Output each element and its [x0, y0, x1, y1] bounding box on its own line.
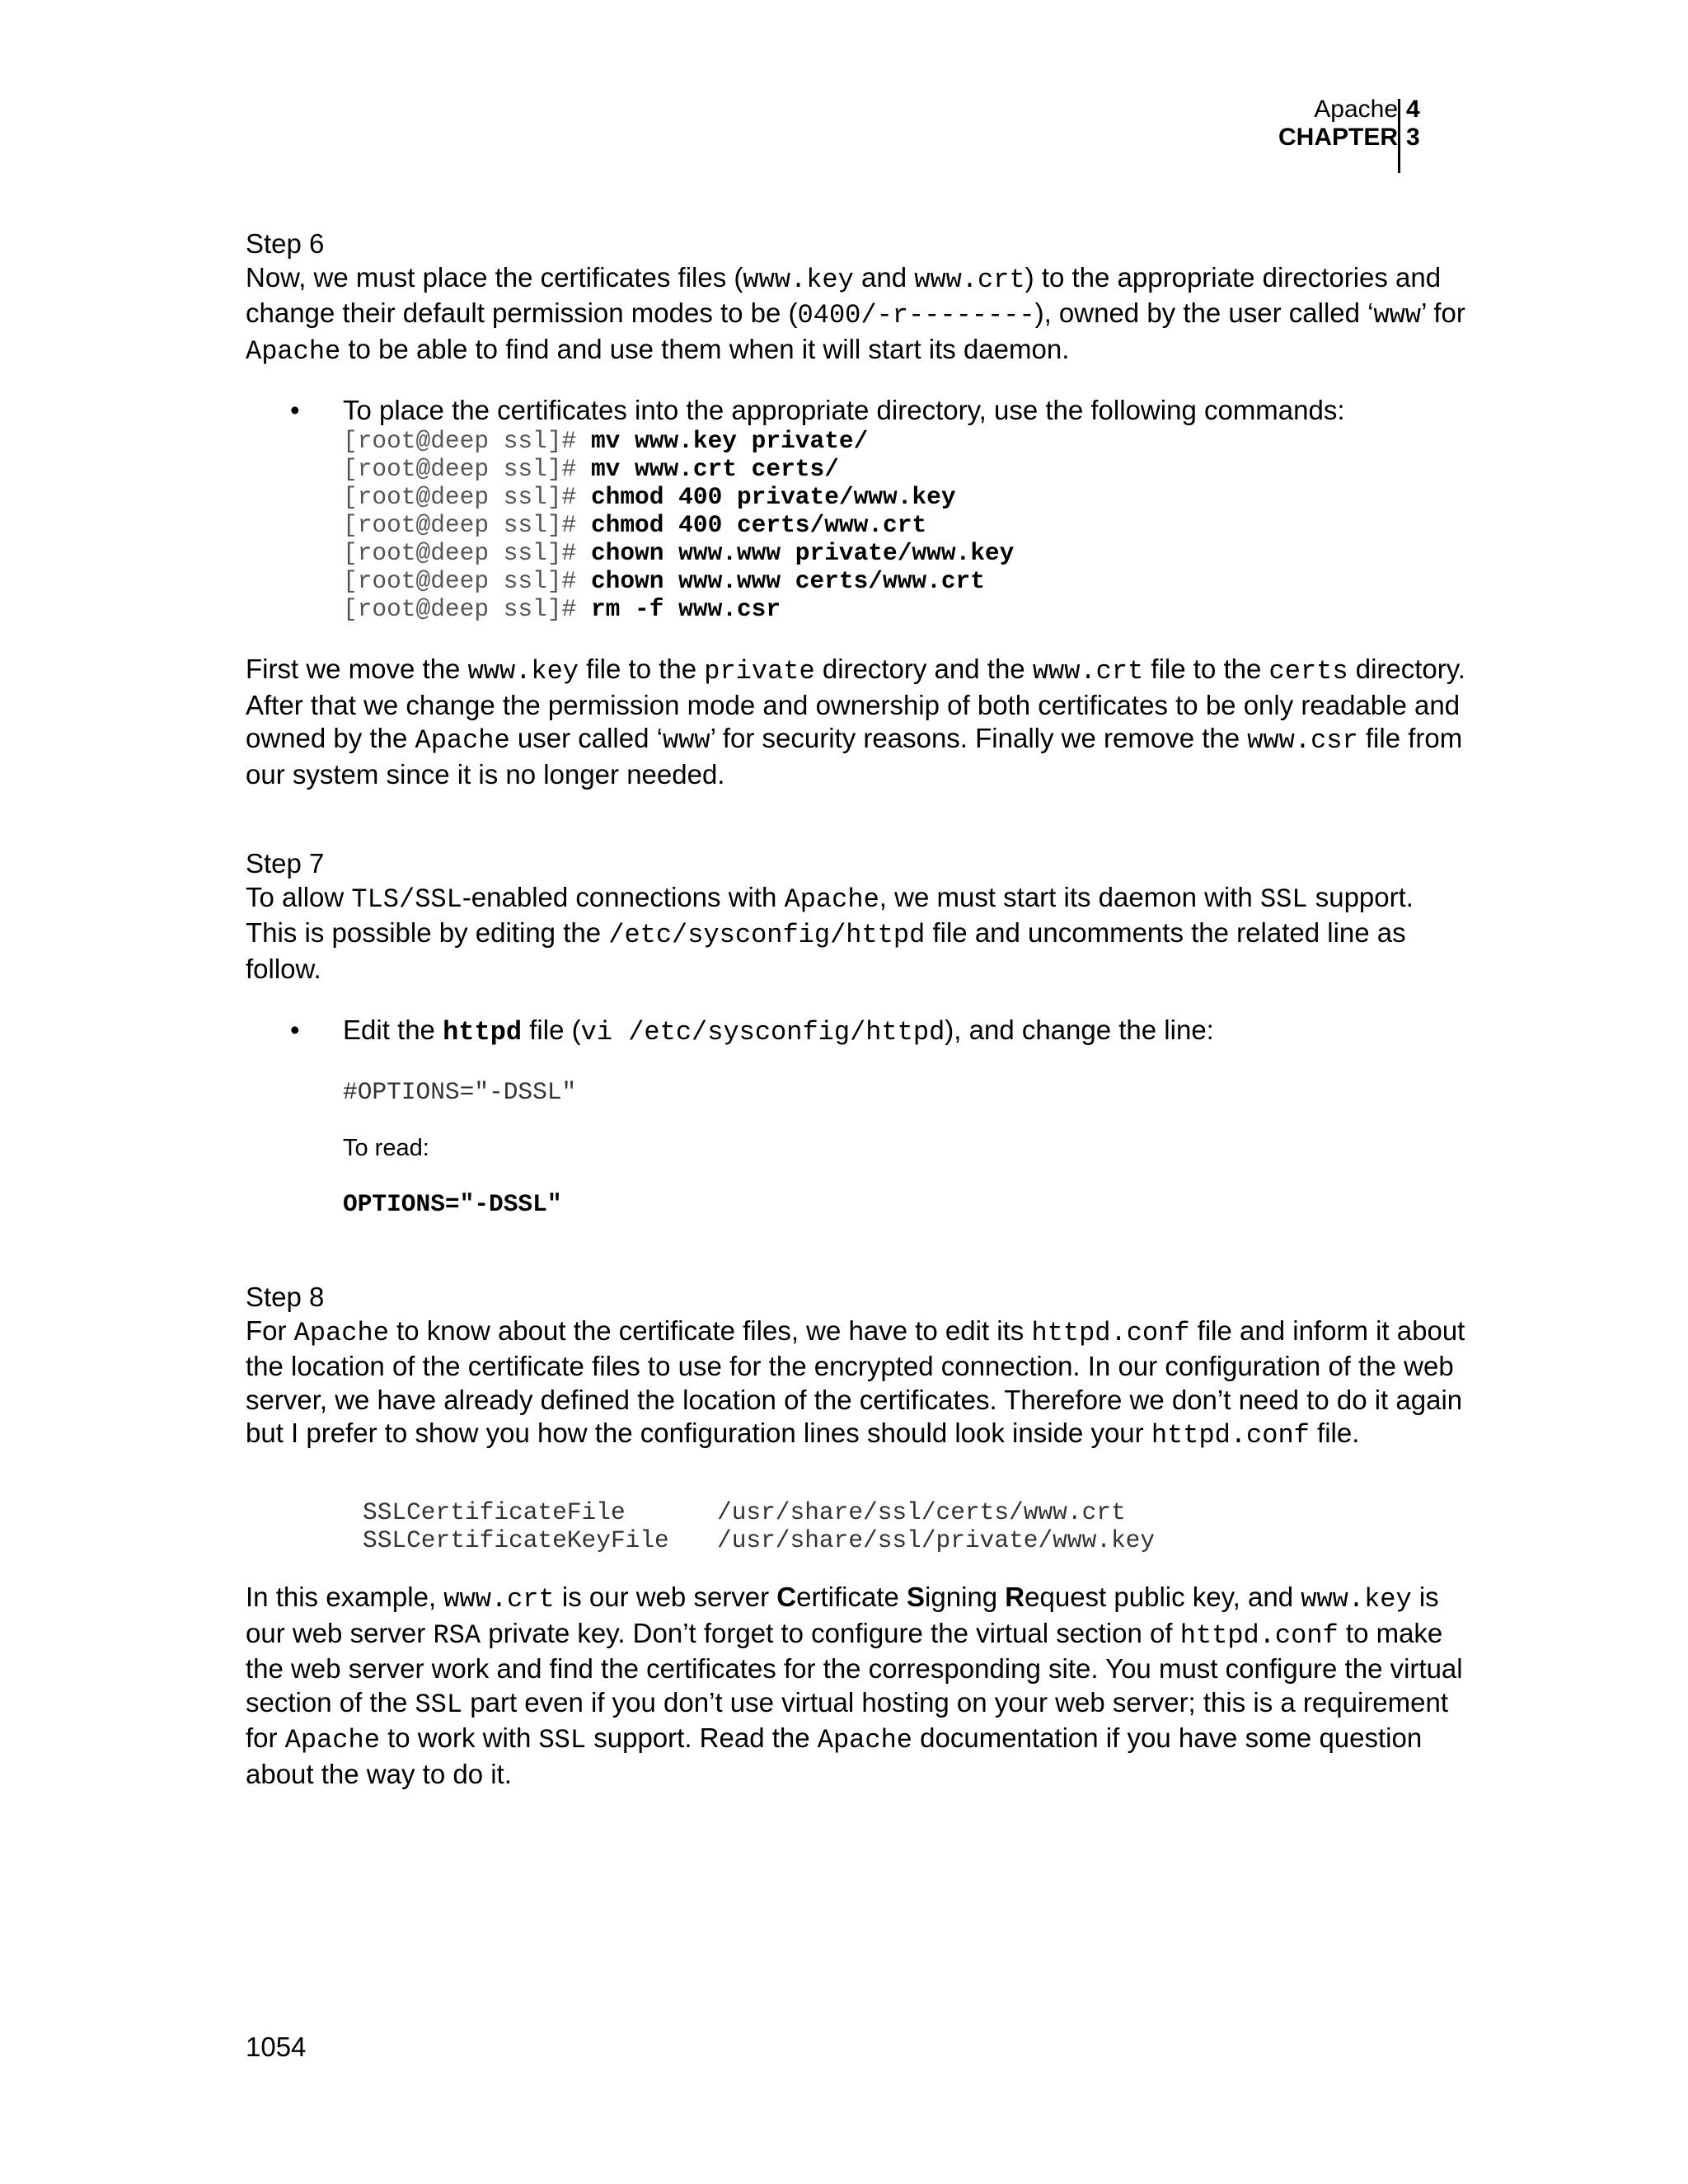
- to-read-label: To read:: [343, 1135, 429, 1161]
- header-number-top: 4: [1406, 96, 1420, 123]
- step-6-paragraph: Now, we must place the certificates files (www.key and www.crt) to the appropriate directories and change their default permission modes to be (0400/-r--------), owned by the user called ‘www’ for Apache to be able to find and use them when it will start its daemon.: [246, 261, 1465, 367]
- step-8-paragraph: For Apache to know about the certificate files, we have to edit its httpd.conf file and inform it about the location of the certificate files to use for the encrypted connection. In our configuration of the web server, we have already defined the location of the certificates. Therefore we don’t need to do it again but I prefer to show you how the configuration lines should look inside your httpd.conf file.: [246, 1315, 1465, 1451]
- running-header: [1203, 96, 1451, 175]
- step-6-section: [246, 227, 1465, 368]
- header-title: Apache: [1314, 96, 1398, 123]
- ssl-config-block: [363, 1498, 1155, 1554]
- step-7-bullet-text: Edit the httpd file (vi /etc/sysconfig/httpd), and change the line:: [343, 1015, 1214, 1047]
- step-6-command-block: [343, 427, 1014, 623]
- step-6-paragraph-2: First we move the www.key file to the private directory and the www.crt file to the certs directory. After that we change the permission mode and ownership of both certificates to be only readable and owned by the Apache user called ‘www’ for security reasons. Finally we remove the www.csr file from our system since it is no longer needed.: [246, 654, 1465, 790]
- command-line: [root@deep ssl]# chmod 400 private/www.key: [343, 483, 956, 511]
- step-6-explanation: [246, 653, 1465, 791]
- header-rule: [1398, 99, 1400, 173]
- old-options-line: #OPTIONS="-DSSL": [343, 1078, 577, 1106]
- command-line: [root@deep ssl]# chown www.www private/www.key: [343, 539, 1015, 567]
- bullet-dot: •: [290, 395, 300, 425]
- command-line: [root@deep ssl]# mv www.key private/: [343, 427, 869, 455]
- step-6-bullet-text: To place the certificates into the appropriate directory, use the following commands:: [343, 395, 1345, 425]
- page-number: 1054: [246, 2032, 307, 2062]
- new-options-line: OPTIONS="-DSSL": [343, 1190, 562, 1218]
- command-line: [root@deep ssl]# rm -f www.csr: [343, 595, 781, 623]
- header-number-bottom: 3: [1406, 124, 1420, 151]
- command-line: [root@deep ssl]# chmod 400 certs/www.crt: [343, 511, 927, 539]
- command-line: [root@deep ssl]# mv www.crt certs/: [343, 455, 839, 483]
- step-7-paragraph: To allow TLS/SSL-enabled connections with Apache, we must start its daemon with SSL support. This is possible by editing the /etc/sysconfig/httpd file and uncomments the related line as follow.: [246, 881, 1414, 984]
- step-8-paragraph-2: In this example, www.crt is our web server Certificate Signing Request public key, and www.key is our web server RSA private key. Don’t forget to configure the virtual section of httpd.conf to make the web server work and find the certificates for the corresponding site. You must configure the virtual section of the SSL part even if you don’t use virtual hosting on your web server; this is a requirement for Apache to work with SSL support. Read the Apache documentation if you have some question about the way to do it.: [246, 1582, 1463, 1789]
- step-8-explanation: [246, 1581, 1465, 1791]
- step-8-section: [246, 1281, 1465, 1453]
- command-line: [root@deep ssl]# chown www.www certs/www.crt: [343, 567, 985, 595]
- header-chapter-label: CHAPTER: [1278, 124, 1398, 151]
- step-7-heading: Step 7: [246, 848, 325, 879]
- config-line: SSLCertificateKeyFile /usr/share/ssl/private/www.key: [363, 1526, 1156, 1554]
- bullet-dot: •: [290, 1015, 300, 1045]
- config-line: SSLCertificateFile /usr/share/ssl/certs/www.crt: [363, 1498, 1126, 1526]
- step-7-section: [246, 847, 1465, 986]
- step-8-heading: Step 8: [246, 1282, 325, 1312]
- step-6-heading: Step 6: [246, 228, 325, 259]
